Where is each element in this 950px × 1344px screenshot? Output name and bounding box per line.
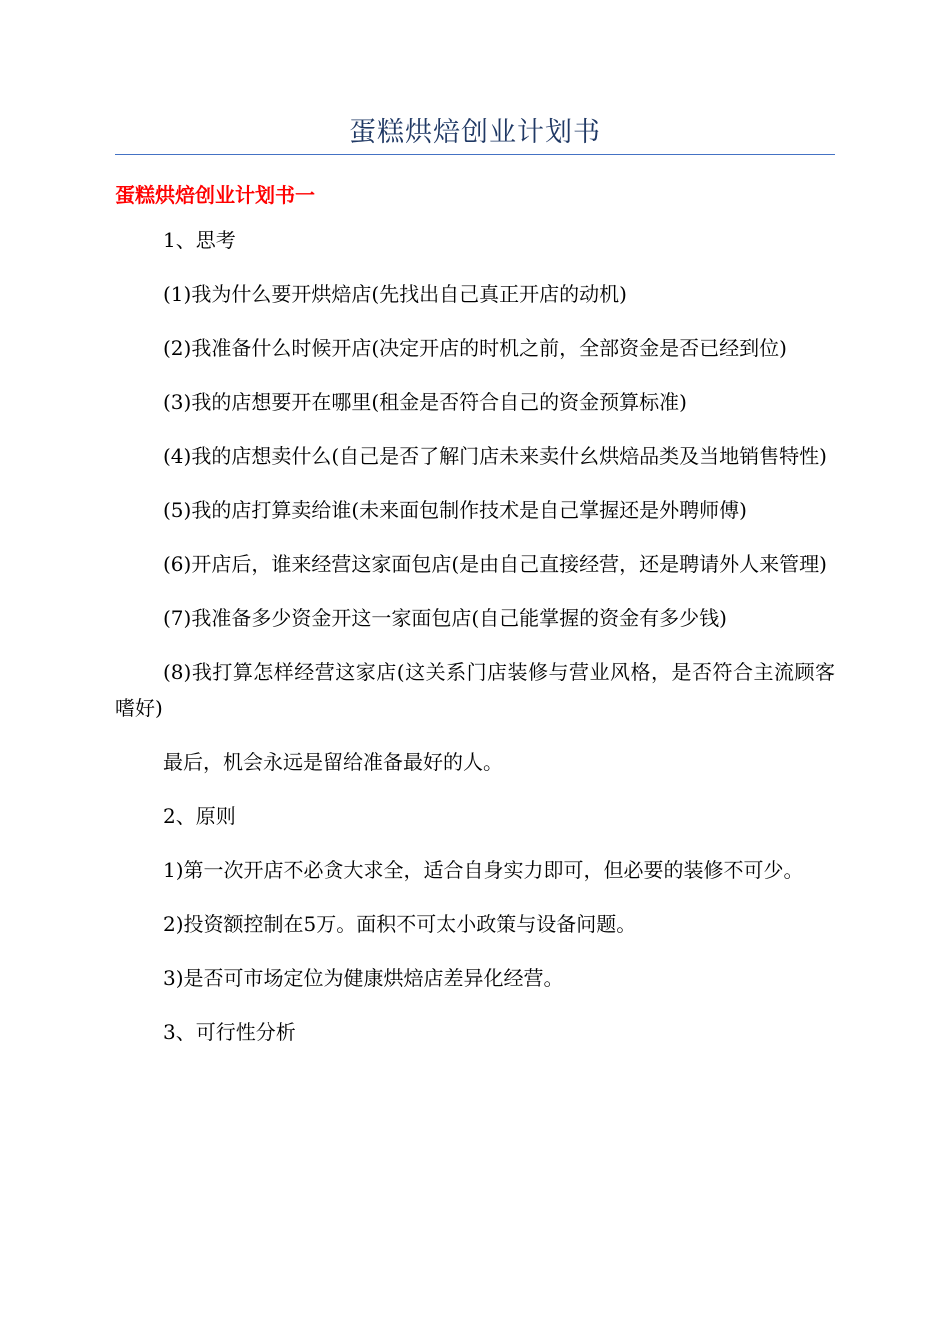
paragraph-principles-heading: 2、原则 (163, 804, 236, 828)
paragraph-question-1: (1)我为什么要开烘焙店(先找出自己真正开店的动机) (163, 282, 627, 306)
paragraph-conclusion: 最后，机会永远是留给准备最好的人。 (163, 750, 503, 774)
paragraph-question-6: (6)开店后，谁来经营这家面包店(是由自己直接经营，还是聘请外人来管理) (163, 552, 827, 576)
paragraph-question-3: (3)我的店想要开在哪里(租金是否符合自己的资金预算标准) (163, 390, 687, 414)
paragraph-question-5: (5)我的店打算卖给谁(未来面包制作技术是自己掌握还是外聘师傅) (163, 498, 747, 522)
document-title: 蛋糕烘焙创业计划书 (349, 117, 601, 148)
paragraph-question-4: (4)我的店想卖什么(自己是否了解门店未来卖什幺烘焙品类及当地销售特性) (163, 444, 827, 468)
paragraph-question-8: (8)我打算怎样经营这家店(这关系门店装修与营业风格，是否符合主流顾客嗜好) (115, 660, 835, 720)
section-heading: 蛋糕烘焙创业计划书一 (115, 183, 315, 207)
paragraph-principle-3: 3)是否可市场定位为健康烘焙店差异化经营。 (163, 966, 564, 990)
title-underline (115, 154, 835, 155)
paragraph-thinking-heading: 1、思考 (163, 228, 236, 252)
paragraph-question-7: (7)我准备多少资金开这一家面包店(自己能掌握的资金有多少钱) (163, 606, 727, 630)
paragraph-principle-2: 2)投资额控制在5万。面积不可太小政策与设备问题。 (163, 912, 637, 936)
paragraph-feasibility-heading: 3、可行性分析 (163, 1020, 296, 1044)
paragraph-principle-1: 1)第一次开店不必贪大求全，适合自身实力即可，但必要的装修不可少。 (163, 858, 804, 882)
paragraph-question-2: (2)我准备什么时候开店(决定开店的时机之前，全部资金是否已经到位) (163, 336, 787, 360)
document-body (115, 222, 835, 1068)
